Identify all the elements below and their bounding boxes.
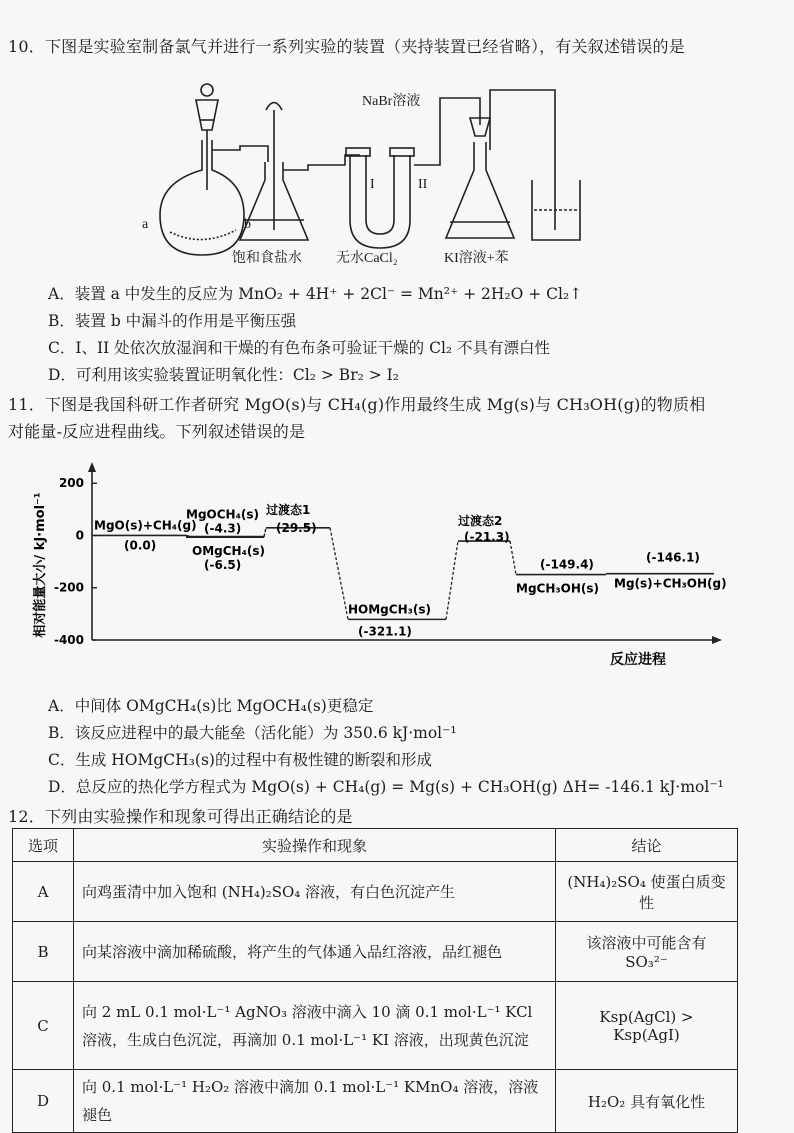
label-a: a — [142, 217, 149, 232]
row-d-operation: 向 0.1 mol·L⁻¹ H₂O₂ 溶液中滴加 0.1 mol·L⁻¹ KMnO₄ 溶液，溶液褪色 — [74, 1070, 556, 1133]
header-option: 选项 — [13, 829, 74, 862]
level-value-label: (-321.1) — [358, 624, 412, 639]
row-d-conclusion: H₂O₂ 具有氧化性 — [556, 1070, 738, 1133]
label-brine: 饱和食盐水 — [232, 251, 302, 266]
row-a-operation: 向鸡蛋清中加入饱和 (NH₄)₂SO₄ 溶液，有白色沉淀产生 — [74, 862, 556, 922]
level-name-label: MgO(s)+CH₄(g) — [94, 518, 197, 533]
q11-option-b: B．该反应进程中的最大能垒（活化能）为 350.6 kJ·mol⁻¹ — [48, 724, 457, 742]
level-value-label: (0.0) — [124, 538, 157, 553]
level-value-label: (29.5) — [276, 520, 317, 535]
label-cacl2: 无水CaCl₂ — [336, 251, 398, 266]
conical-flask-ki — [446, 142, 514, 238]
q10-option-d: D．可利用该实验装置证明氧化性：Cl₂ > Br₂ > I₂ — [48, 366, 399, 384]
level-name-label: OMgCH₄(s) — [192, 544, 265, 559]
level-name-label: 过渡态1 — [266, 502, 311, 517]
table-header-row — [13, 829, 738, 862]
row-b-conclusion: 该溶液中可能含有 SO₃²⁻ — [556, 922, 738, 982]
q11-option-a: A．中间体 OMgCH₄(s)比 MgOCH₄(s)更稳定 — [48, 697, 374, 715]
label-nabr: NaBr溶液 — [362, 94, 421, 109]
row-d-key: D — [13, 1070, 74, 1133]
level-value-label: (-6.5) — [204, 558, 242, 573]
q10-option-b: B．装置 b 中漏斗的作用是平衡压强 — [48, 312, 297, 330]
row-c-key: C — [13, 982, 74, 1070]
q11-option-c: C．生成 HOMgCH₃(s)的过程中有极性键的断裂和形成 — [48, 751, 432, 769]
long-funnel — [266, 103, 282, 111]
y-axis-arrow — [88, 462, 96, 472]
row-c-conclusion: Ksp(AgCl) > Ksp(AgI) — [556, 982, 738, 1070]
round-bottom-flask-a — [160, 140, 244, 255]
level-name-label: MgCH₃OH(s) — [516, 581, 599, 596]
label-ki: KI溶液+苯 — [444, 251, 509, 266]
label-roman-2: II — [418, 177, 428, 192]
y-tick-label: 0 — [75, 528, 84, 543]
table-row — [13, 862, 738, 922]
table-row — [13, 982, 738, 1070]
chart-y-axis-label: 相对能量大小/ kJ·mol⁻¹ — [33, 492, 48, 638]
header-operation: 实验操作和现象 — [74, 829, 556, 862]
question-11-title-line2: 对能量-反应进程曲线。下列叙述错误的是 — [8, 422, 306, 441]
energy-profile-chart — [30, 460, 740, 670]
level-name-label: Mg(s)+CH₃OH(g) — [614, 576, 727, 591]
question-10-title: 10．下图是实验室制备氯气并进行一系列实验的装置（夹持装置已经省略），有关叙述错误的是 — [8, 37, 685, 56]
y-tick-label: 200 — [58, 476, 84, 491]
row-c-operation: 向 2 mL 0.1 mol·L⁻¹ AgNO₃ 溶液中滴入 10 滴 0.1 mol·L⁻¹ KCl 溶液，生成白色沉淀，再滴加 0.1 mol·L⁻¹ KI 溶液，出现黄色沉淀 — [74, 982, 556, 1070]
row-b-key: B — [13, 922, 74, 982]
y-tick-label: -400 — [53, 633, 84, 647]
row-a-key: A — [13, 862, 74, 922]
q10-option-a: A．装置 a 中发生的反应为 MnO₂ + 4H⁺ + 2Cl⁻ = Mn²⁺ + 2H₂O + Cl₂↑ — [48, 285, 583, 303]
apparatus-diagram — [140, 70, 600, 270]
connector — [510, 541, 516, 574]
table-row — [13, 922, 738, 982]
label-roman-1: I — [370, 177, 375, 192]
connector — [446, 541, 458, 619]
q10-option-c: C．I、II 处依次放湿润和干燥的有色布条可验证干燥的 Cl₂ 不具有漂白性 — [48, 339, 551, 357]
row-b-operation: 向某溶液中滴加稀硫酸，将产生的气体通入品红溶液，品红褪色 — [74, 922, 556, 982]
chart-x-axis-label: 反应进程 — [610, 652, 666, 668]
dropping-funnel — [196, 100, 218, 130]
header-conclusion: 结论 — [556, 829, 738, 862]
experiment-table — [12, 828, 738, 1133]
row-a-conclusion: (NH₄)₂SO₄ 使蛋白质变性 — [556, 862, 738, 922]
level-value-label: (-21.3) — [464, 530, 510, 545]
question-11-title-line1: 11．下图是我国科研工作者研究 MgO(s)与 CH₄(g)作用最终生成 Mg(s)与 CH₃OH(g)的物质相 — [8, 395, 706, 414]
y-tick-label: -200 — [53, 580, 84, 595]
level-name-label: HOMgCH₃(s) — [348, 602, 431, 617]
label-b: b — [244, 217, 251, 232]
question-12-title: 12．下列由实验操作和现象可得出正确结论的是 — [8, 807, 353, 826]
level-name-label: MgOCH₄(s) — [186, 507, 259, 522]
level-value-label: (-149.4) — [540, 557, 594, 572]
connector — [330, 528, 348, 620]
table-row — [13, 1070, 738, 1133]
x-axis-arrow — [712, 636, 722, 644]
level-value-label: (-146.1) — [646, 550, 700, 565]
q11-option-d: D．总反应的热化学方程式为 MgO(s) + CH₄(g) = Mg(s) + CH₃OH(g) ΔH= -146.1 kJ·mol⁻¹ — [48, 778, 724, 796]
level-value-label: (-4.3) — [204, 521, 242, 536]
level-name-label: 过渡态2 — [458, 514, 503, 529]
